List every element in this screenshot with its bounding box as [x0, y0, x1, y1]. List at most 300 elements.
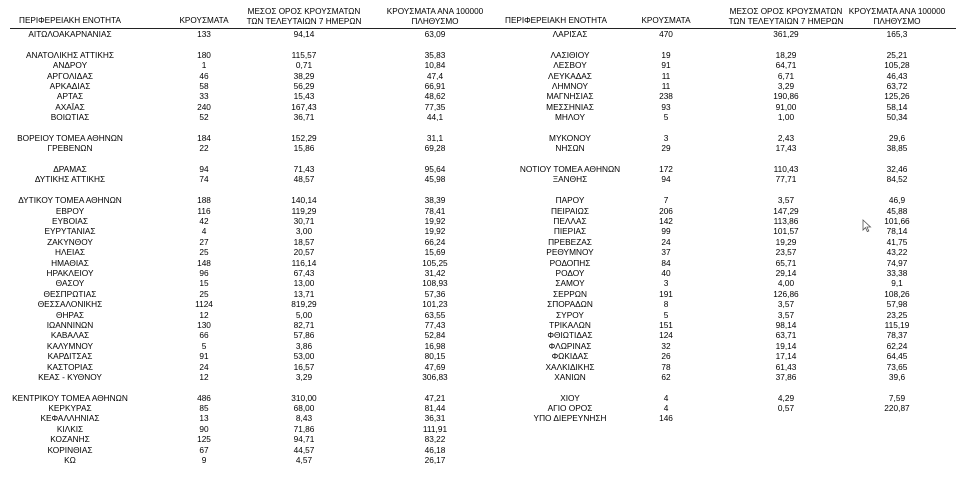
avg-7day: 3,57 — [777, 195, 795, 206]
cases-count: 11 — [661, 80, 671, 91]
cases-count: 12 — [199, 309, 209, 320]
avg-7day: 190,86 — [773, 91, 799, 102]
table-row — [480, 71, 960, 81]
cases-per-100k: 78,41 — [424, 205, 446, 216]
cases-per-100k: 101,23 — [422, 299, 448, 310]
avg-7day: 19,14 — [775, 340, 797, 351]
table-row — [480, 39, 960, 49]
region-name: ΚΑΣΤΟΡΙΑΣ — [46, 361, 94, 372]
region-name: ΚΑΡΔΙΤΣΑΣ — [47, 351, 93, 362]
cases-per-100k: 47,4 — [426, 70, 444, 81]
cases-per-100k: 32,46 — [886, 164, 908, 175]
cases-count: 148 — [197, 257, 211, 268]
cases-count: 1124 — [195, 299, 213, 310]
avg-7day: 140,14 — [291, 195, 317, 206]
cases-per-100k: 52,84 — [424, 330, 446, 341]
cases-count: 33 — [199, 91, 209, 102]
avg-7day: 17,43 — [775, 143, 797, 154]
cases-per-100k: 15,69 — [424, 247, 446, 258]
table-row — [0, 330, 496, 340]
avg-7day: 167,43 — [291, 101, 317, 112]
cases-per-100k: 66,24 — [424, 236, 446, 247]
region-name: ΒΟΡΕΙΟΥ ΤΟΜΕΑ ΑΘΗΝΩΝ — [17, 132, 123, 143]
cases-per-100k: 57,36 — [424, 288, 446, 299]
region-name: ΛΗΜΝΟΥ — [551, 80, 589, 91]
cases-per-100k: 25,21 — [886, 49, 908, 60]
table-row — [0, 133, 496, 143]
region-name: ΦΛΩΡΙΝΑΣ — [548, 340, 592, 351]
avg-7day: 6,71 — [777, 70, 795, 81]
table-row — [0, 50, 496, 60]
header-avg-line2: ΤΩΝ ΤΕΛΕΥΤΑΙΩΝ 7 ΗΜΕΡΩΝ — [246, 17, 362, 26]
table-row — [480, 174, 960, 184]
table-row — [480, 341, 960, 351]
avg-7day: 65,71 — [775, 257, 797, 268]
table-row — [0, 413, 496, 423]
table-row — [480, 372, 960, 382]
cases-count: 90 — [199, 423, 209, 434]
cases-count: 46 — [199, 70, 209, 81]
table-row — [480, 226, 960, 236]
cases-per-100k: 39,6 — [888, 371, 906, 382]
cases-count: 85 — [199, 403, 209, 414]
region-name: ΚΙΛΚΙΣ — [56, 423, 84, 434]
region-name: ΕΒΡΟΥ — [55, 205, 85, 216]
region-name: ΜΑΓΝΗΣΙΑΣ — [546, 91, 594, 102]
region-name: ΒΟΙΩΤΙΑΣ — [50, 112, 90, 123]
region-name: ΑΡΤΑΣ — [56, 91, 84, 102]
region-name: ΧΑΝΙΩΝ — [554, 371, 586, 382]
avg-7day: 310,00 — [291, 392, 317, 403]
cases-per-100k: 57,98 — [886, 299, 908, 310]
cases-count: 42 — [199, 216, 209, 227]
avg-7day: 2,43 — [777, 132, 795, 143]
table-row — [0, 71, 496, 81]
table-row — [0, 351, 496, 361]
cases-per-100k: 43,22 — [886, 247, 908, 258]
table-row — [480, 123, 960, 133]
table-row — [0, 123, 496, 133]
cases-count: 470 — [659, 29, 673, 39]
avg-7day: 1,00 — [777, 112, 795, 123]
cases-per-100k: 115,19 — [884, 319, 910, 330]
avg-7day: 0,57 — [777, 403, 795, 414]
region-name: ΑΡΚΑΔΙΑΣ — [49, 80, 91, 91]
avg-7day: 116,14 — [291, 257, 317, 268]
cases-per-100k: 62,24 — [886, 340, 908, 351]
avg-7day: 4,00 — [777, 278, 795, 289]
cases-per-100k: 78,14 — [886, 226, 908, 237]
region-name: ΣΕΡΡΩΝ — [553, 288, 587, 299]
region-name: ΘΕΣΣΑΛΟΝΙΚΗΣ — [37, 299, 103, 310]
table-row — [480, 50, 960, 60]
region-name: ΚΩ — [64, 455, 76, 466]
cases-per-100k: 108,26 — [884, 288, 910, 299]
avg-7day: 91,00 — [775, 101, 797, 112]
cases-count: 124 — [659, 330, 673, 341]
region-name: ΕΥΒΟΙΑΣ — [51, 216, 89, 227]
cases-per-100k: 105,28 — [884, 60, 910, 71]
region-name: ΑΙΤΩΛΟΑΚΑΡΝΑΝΙΑΣ — [28, 29, 112, 39]
right-table-body — [480, 29, 960, 424]
region-name: ΖΑΚΥΝΘΟΥ — [47, 236, 93, 247]
table-row — [480, 164, 960, 174]
region-name: ΠΕΙΡΑΙΩΣ — [551, 205, 589, 216]
avg-7day: 17,14 — [775, 351, 797, 362]
cases-count: 22 — [199, 143, 209, 154]
cases-per-100k: 31,1 — [426, 132, 444, 143]
region-name: ΑΝΔΡΟΥ — [52, 60, 88, 71]
region-name: ΓΡΕΒΕΝΩΝ — [47, 143, 93, 154]
table-row — [0, 278, 496, 288]
table-row — [480, 237, 960, 247]
table-row — [480, 195, 960, 205]
avg-7day: 57,86 — [293, 330, 315, 341]
avg-7day: 37,86 — [775, 371, 797, 382]
region-name: ΙΩΑΝΝΙΝΩΝ — [46, 319, 94, 330]
cases-per-100k: 105,25 — [422, 257, 448, 268]
region-name: ΗΡΑΚΛΕΙΟΥ — [46, 267, 94, 278]
cases-count: 238 — [659, 91, 673, 102]
table-row — [0, 247, 496, 257]
avg-7day: 94,71 — [293, 434, 315, 445]
avg-7day: 18,57 — [293, 236, 315, 247]
table-row — [0, 299, 496, 309]
cases-count: 4 — [201, 226, 207, 237]
avg-7day: 3,00 — [295, 226, 313, 237]
avg-7day: 77,71 — [775, 174, 797, 185]
region-name: ΑΝΑΤΟΛΙΚΗΣ ΑΤΤΙΚΗΣ — [25, 49, 115, 60]
cases-count: 96 — [199, 267, 209, 278]
avg-7day: 4,57 — [295, 455, 313, 466]
cases-per-100k: 101,66 — [884, 216, 910, 227]
header-cases-left: ΚΡΟΥΣΜΑΤΑ — [179, 16, 229, 25]
cases-per-100k: 81,44 — [424, 403, 446, 414]
table-row — [0, 455, 496, 465]
cases-count: 180 — [197, 49, 211, 60]
region-name: ΘΑΣΟΥ — [55, 278, 85, 289]
cases-count: 25 — [199, 288, 209, 299]
avg-7day: 147,29 — [773, 205, 799, 216]
cases-per-100k: 45,98 — [424, 174, 446, 185]
header-avg-line2: ΤΩΝ ΤΕΛΕΥΤΑΙΩΝ 7 ΗΜΕΡΩΝ — [728, 17, 844, 26]
cases-per-100k: 84,52 — [886, 174, 908, 185]
table-row — [0, 164, 496, 174]
region-name: ΚΑΒΑΛΑΣ — [50, 330, 90, 341]
cases-per-100k: 108,93 — [422, 278, 448, 289]
cases-count: 91 — [199, 351, 209, 362]
cases-count: 93 — [661, 101, 671, 112]
table-row — [480, 206, 960, 216]
cases-per-100k: 46,9 — [888, 195, 906, 206]
cases-count: 5 — [663, 309, 669, 320]
cases-count: 29 — [661, 143, 671, 154]
table-row — [480, 393, 960, 403]
table-row — [480, 289, 960, 299]
cases-per-100k: 64,45 — [886, 351, 908, 362]
cases-per-100k: 7,59 — [888, 392, 906, 403]
avg-7day: 0,71 — [295, 60, 313, 71]
avg-7day: 101,57 — [773, 226, 799, 237]
cases-count: 13 — [199, 413, 209, 424]
cases-count: 133 — [197, 29, 211, 39]
avg-7day: 56,29 — [293, 80, 315, 91]
cases-per-100k: 38,39 — [424, 195, 446, 206]
cases-count: 486 — [197, 392, 211, 403]
table-row — [0, 102, 496, 112]
header-avg-left — [244, 7, 364, 27]
cases-per-100k: 66,91 — [424, 80, 446, 91]
table-row — [480, 91, 960, 101]
region-name: ΑΧΑΪΑΣ — [55, 101, 85, 112]
cases-count: 116 — [197, 205, 211, 216]
cases-count: 151 — [659, 319, 673, 330]
cases-count: 40 — [661, 267, 671, 278]
region-name: ΛΕΣΒΟΥ — [553, 60, 587, 71]
header-per100k-line2: ΠΛΗΘΥΣΜΟ — [411, 17, 459, 26]
cases-count: 188 — [197, 195, 211, 206]
table-row — [0, 81, 496, 91]
cases-per-100k: 48,62 — [424, 91, 446, 102]
cases-per-100k: 220,87 — [884, 403, 910, 414]
avg-7day: 5,00 — [295, 309, 313, 320]
table-row — [0, 216, 496, 226]
header-per100k-line2: ΠΛΗΘΥΣΜΟ — [873, 17, 921, 26]
region-name: ΞΑΝΘΗΣ — [552, 174, 588, 185]
cases-per-100k: 95,64 — [424, 164, 446, 175]
header-per100k-line1: ΚΡΟΥΣΜΑΤΑ ΑΝΑ 100000 — [848, 7, 946, 16]
cases-count: 66 — [199, 330, 209, 341]
cases-per-100k: 38,85 — [886, 143, 908, 154]
region-name: ΗΜΑΘΙΑΣ — [51, 257, 89, 268]
table-row — [0, 382, 496, 392]
table-row — [0, 268, 496, 278]
cases-count: 74 — [199, 174, 209, 185]
cases-per-100k: 36,31 — [424, 413, 446, 424]
header-region-left: ΠΕΡΙΦΕΡΕΙΑΚΗ ΕΝΟΤΗΤΑ — [19, 16, 121, 25]
cases-count: 206 — [659, 205, 673, 216]
cases-count: 94 — [661, 174, 671, 185]
cases-per-100k: 45,88 — [886, 205, 908, 216]
avg-7day: 44,57 — [293, 444, 315, 455]
table-row — [0, 60, 496, 70]
region-name: ΔΥΤΙΚΟΥ ΤΟΜΕΑ ΑΘΗΝΩΝ — [18, 195, 122, 206]
header-avg-line1: ΜΕΣΟΣ ΟΡΟΣ ΚΡΟΥΣΜΑΤΩΝ — [729, 7, 843, 16]
region-name: ΜΗΛΟΥ — [555, 112, 585, 123]
region-name: ΑΓΙΟ ΟΡΟΣ — [547, 403, 593, 414]
table-row — [0, 39, 496, 49]
cases-per-100k: 63,72 — [886, 80, 908, 91]
cases-count: 58 — [199, 80, 209, 91]
table-row — [0, 237, 496, 247]
avg-7day: 53,00 — [293, 351, 315, 362]
avg-7day: 68,00 — [293, 403, 315, 414]
avg-7day: 64,71 — [775, 60, 797, 71]
cases-per-100k: 46,18 — [424, 444, 446, 455]
avg-7day: 98,14 — [775, 319, 797, 330]
table-row — [0, 341, 496, 351]
table-row — [0, 143, 496, 153]
table-row — [0, 226, 496, 236]
cases-count: 91 — [661, 60, 671, 71]
avg-7day: 3,29 — [777, 80, 795, 91]
cases-per-100k: 29,6 — [888, 132, 906, 143]
cases-count: 12 — [199, 371, 209, 382]
header-cases-right: ΚΡΟΥΣΜΑΤΑ — [641, 16, 691, 25]
region-name: ΠΑΡΟΥ — [555, 195, 585, 206]
table-row — [480, 268, 960, 278]
table-row — [0, 393, 496, 403]
region-name: ΕΥΡΥΤΑΝΙΑΣ — [44, 226, 96, 237]
header-avg-right — [726, 7, 846, 27]
table-row — [480, 330, 960, 340]
cases-per-100k: 111,91 — [422, 423, 448, 434]
region-name: ΡΟΔΟΥ — [555, 267, 585, 278]
region-name: ΦΩΚΙΔΑΣ — [551, 351, 589, 362]
table-row — [480, 382, 960, 392]
cases-count: 4 — [663, 403, 669, 414]
region-name: ΝΗΣΩΝ — [555, 143, 585, 154]
region-name: ΘΗΡΑΣ — [55, 309, 85, 320]
avg-7day: 36,71 — [293, 112, 315, 123]
cases-per-100k: 19,92 — [424, 216, 446, 227]
region-name: ΦΘΙΩΤΙΔΑΣ — [547, 330, 593, 341]
region-name: ΔΥΤΙΚΗΣ ΑΤΤΙΚΗΣ — [34, 174, 106, 185]
region-name: ΚΟΡΙΝΘΙΑΣ — [47, 444, 93, 455]
avg-7day: 18,29 — [775, 49, 797, 60]
region-name: ΡΟΔΟΠΗΣ — [549, 257, 591, 268]
table-row — [0, 320, 496, 330]
cases-count: 184 — [197, 132, 211, 143]
cases-count: 67 — [199, 444, 209, 455]
table-row — [480, 133, 960, 143]
cases-per-100k: 165,3 — [886, 29, 908, 39]
cases-count: 5 — [201, 340, 207, 351]
table-row — [480, 413, 960, 423]
cases-per-100k: 306,83 — [422, 371, 448, 382]
avg-7day: 13,71 — [293, 288, 315, 299]
avg-7day: 15,86 — [293, 143, 315, 154]
avg-7day: 113,86 — [773, 216, 799, 227]
cases-per-100k: 19,92 — [424, 226, 446, 237]
avg-7day: 23,57 — [775, 247, 797, 258]
cases-per-100k: 63,55 — [424, 309, 446, 320]
region-name: ΤΡΙΚΑΛΩΝ — [549, 319, 591, 330]
region-name: ΡΕΘΥΜΝΟΥ — [546, 247, 594, 258]
table-row — [480, 362, 960, 372]
table-row — [480, 112, 960, 122]
avg-7day: 3,29 — [295, 371, 313, 382]
mouse-pointer-icon — [862, 219, 872, 233]
avg-7day: 16,57 — [293, 361, 315, 372]
region-name: ΚΟΖΑΝΗΣ — [50, 434, 90, 445]
table-row — [480, 185, 960, 195]
avg-7day: 48,57 — [293, 174, 315, 185]
region-name: ΗΛΕΙΑΣ — [54, 247, 86, 258]
region-name: ΑΡΓΟΛΙΔΑΣ — [47, 70, 93, 81]
region-name: ΜΕΣΣΗΝΙΑΣ — [546, 101, 594, 112]
cases-count: 99 — [661, 226, 671, 237]
avg-7day: 13,00 — [293, 278, 315, 289]
avg-7day: 152,29 — [291, 132, 317, 143]
table-row — [480, 60, 960, 70]
table-row — [480, 29, 960, 39]
cases-per-100k: 9,1 — [891, 278, 903, 289]
avg-7day: 94,14 — [293, 29, 315, 39]
avg-7day: 30,71 — [293, 216, 315, 227]
cases-count: 191 — [659, 288, 673, 299]
cases-count: 142 — [659, 216, 673, 227]
region-name: ΛΑΡΙΣΑΣ — [552, 29, 588, 39]
cases-count: 1 — [201, 60, 207, 71]
table-row — [0, 424, 496, 434]
cases-count: 3 — [663, 278, 669, 289]
region-name: ΚΕΦΑΛΛΗΝΙΑΣ — [40, 413, 100, 424]
cases-per-100k: 41,75 — [886, 236, 908, 247]
table-row — [0, 362, 496, 372]
region-name: ΚΕΡΚΥΡΑΣ — [48, 403, 92, 414]
table-row — [0, 29, 496, 39]
cases-count: 8 — [663, 299, 669, 310]
cases-per-100k: 77,43 — [424, 319, 446, 330]
region-name: ΛΕΥΚΑΔΑΣ — [548, 70, 592, 81]
table-row — [480, 299, 960, 309]
table-row — [0, 372, 496, 382]
avg-7day: 819,29 — [291, 299, 317, 310]
avg-7day: 126,86 — [773, 288, 799, 299]
cases-count: 11 — [661, 70, 671, 81]
cases-count: 25 — [199, 247, 209, 258]
table-row — [0, 185, 496, 195]
table-row — [0, 258, 496, 268]
cases-per-100k: 10,84 — [424, 60, 446, 71]
cases-per-100k: 44,1 — [426, 112, 444, 123]
cases-per-100k: 31,42 — [424, 267, 446, 278]
cases-count: 3 — [663, 132, 669, 143]
region-name: ΝΟΤΙΟΥ ΤΟΜΕΑ ΑΘΗΝΩΝ — [519, 164, 621, 175]
header-region-right: ΠΕΡΙΦΕΡΕΙΑΚΗ ΕΝΟΤΗΤΑ — [505, 16, 607, 25]
cases-count: 15 — [199, 278, 209, 289]
cases-per-100k: 33,38 — [886, 267, 908, 278]
cases-per-100k: 26,17 — [424, 455, 446, 466]
cases-count: 240 — [197, 101, 211, 112]
table-row — [0, 154, 496, 164]
avg-7day: 38,29 — [293, 70, 315, 81]
avg-7day: 29,14 — [775, 267, 797, 278]
region-name: ΚΑΛΥΜΝΟΥ — [46, 340, 94, 351]
header-per100k-left — [380, 7, 490, 27]
table-row — [0, 206, 496, 216]
avg-7day: 3,86 — [295, 340, 313, 351]
cases-count: 32 — [661, 340, 671, 351]
left-table-body — [0, 29, 496, 465]
avg-7day: 119,29 — [291, 205, 317, 216]
header-per100k-line1: ΚΡΟΥΣΜΑΤΑ ΑΝΑ 100000 — [386, 7, 484, 16]
region-name: ΣΠΟΡΑΔΩΝ — [547, 299, 593, 310]
avg-7day: 361,29 — [773, 29, 799, 39]
cases-per-100k: 69,28 — [424, 143, 446, 154]
avg-7day: 110,43 — [773, 164, 799, 175]
cases-count: 27 — [199, 236, 209, 247]
cases-per-100k: 125,26 — [884, 91, 910, 102]
cases-per-100k: 58,14 — [886, 101, 908, 112]
region-name: ΘΕΣΠΡΩΤΙΑΣ — [43, 288, 97, 299]
cases-count: 4 — [663, 392, 669, 403]
region-name: ΚΕΑΣ - ΚΥΘΝΟΥ — [38, 371, 102, 382]
avg-7day: 115,57 — [291, 49, 317, 60]
table-row — [0, 403, 496, 413]
cases-count: 78 — [661, 361, 671, 372]
